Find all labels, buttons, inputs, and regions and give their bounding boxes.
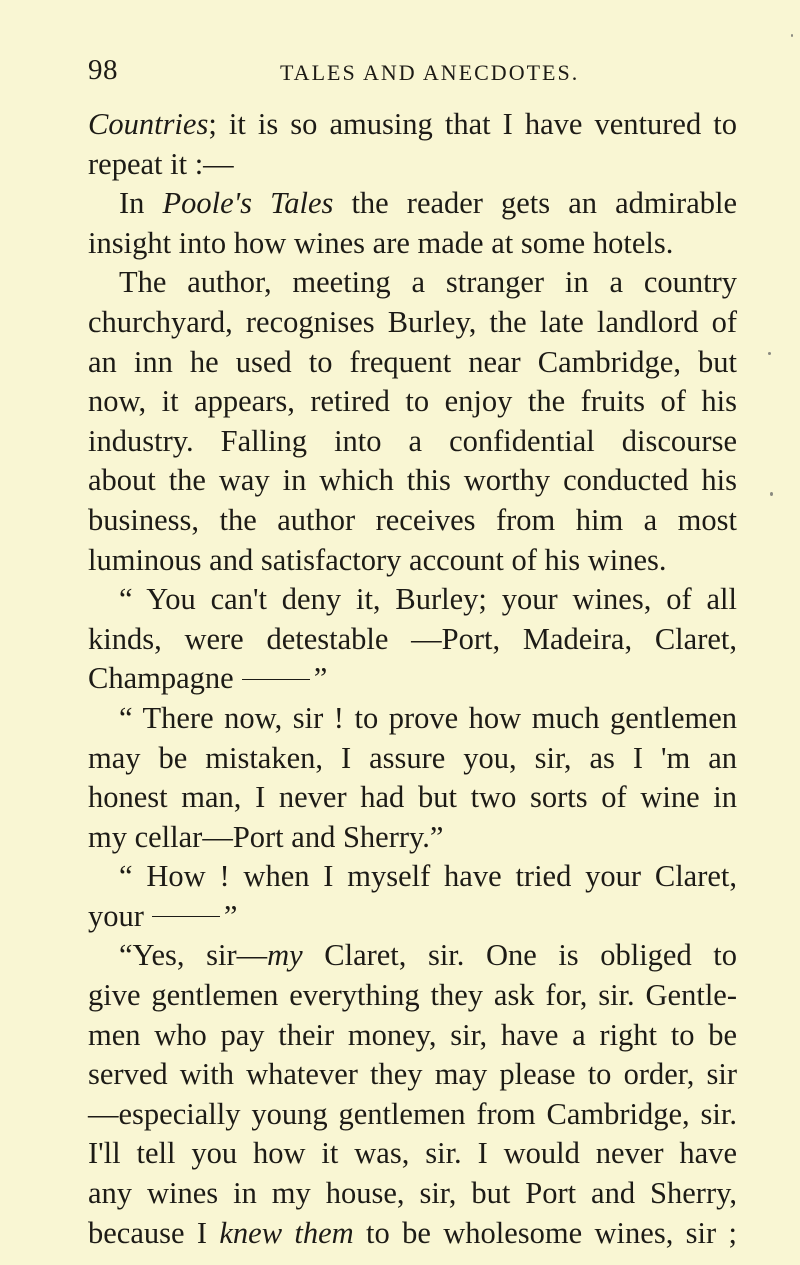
text-line: an inn he used to frequent near Cambridge, but xyxy=(88,344,737,379)
text-line: “ You can't deny it, Burley; your wines, of all xyxy=(119,582,737,617)
speck xyxy=(791,34,793,37)
text-line: kinds, were detestable —Port, Madeira, Claret, xyxy=(88,621,737,656)
text-line: about the way in which this worthy conducted his xyxy=(88,463,737,498)
text-line: now, it appears, retired to enjoy the fruits of his xyxy=(88,384,737,419)
text-line: repeat it :— xyxy=(88,146,234,181)
em-dash-rule xyxy=(242,679,310,680)
text-line: “Yes, sir—my Claret, sir. One is obliged to xyxy=(119,938,737,973)
text-line: because I knew them to be wholesome wines, sir ; xyxy=(88,1215,737,1250)
text-line: served with whatever they may please to order, sir xyxy=(88,1057,737,1092)
em-dash-rule xyxy=(152,916,220,917)
text-line: business, the author receives from him a most xyxy=(88,502,737,537)
text-line: Champagne ” xyxy=(88,661,328,696)
text-line: —especially young gentlemen from Cambridge, sir. xyxy=(88,1096,737,1131)
page-number: 98 xyxy=(88,54,118,86)
text-line: any wines in my house, sir, but Port and Sherry, xyxy=(88,1176,737,1211)
body-text xyxy=(88,105,737,1253)
running-head xyxy=(88,54,738,90)
speck xyxy=(768,352,771,355)
running-title: TALES AND ANECDOTES. xyxy=(280,60,580,85)
text-line: may be mistaken, I assure you, sir, as I 'm an xyxy=(88,740,737,775)
text-line: honest man, I never had but two sorts of wine in xyxy=(88,780,737,815)
text-line: insight into how wines are made at some hotels. xyxy=(88,225,674,260)
text-line: The author, meeting a stranger in a country xyxy=(119,265,737,300)
text-line: men who pay their money, sir, have a right to be xyxy=(88,1017,737,1052)
text-line: your ” xyxy=(88,898,238,933)
text-line: Countries; it is so amusing that I have ventured to xyxy=(88,107,737,141)
text-line: churchyard, recognises Burley, the late landlord of xyxy=(88,304,737,339)
text-line: “ There now, sir ! to prove how much gentlemen xyxy=(119,700,737,735)
text-line: I'll tell you how it was, sir. I would never have xyxy=(88,1136,737,1171)
speck xyxy=(770,492,773,496)
text-line: industry. Falling into a confidential discourse xyxy=(88,423,737,458)
text-line: luminous and satisfactory account of his wines. xyxy=(88,542,667,577)
text-line: “ How ! when I myself have tried your Claret, xyxy=(119,859,737,894)
text-line: In Poole's Tales the reader gets an admirable xyxy=(119,186,738,221)
text-line: my cellar—Port and Sherry.” xyxy=(88,819,444,854)
text-line: give gentlemen everything they ask for, sir. Gentle- xyxy=(88,978,737,1013)
